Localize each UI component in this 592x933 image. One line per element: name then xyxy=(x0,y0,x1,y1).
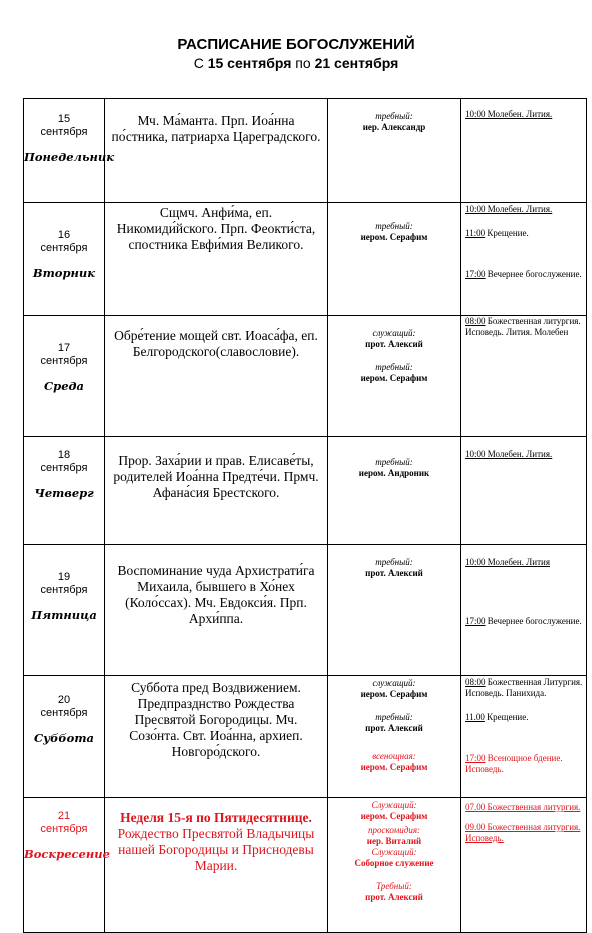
saints-cell xyxy=(105,203,328,316)
service-text: Божественная литургия. xyxy=(485,802,581,812)
clergy-name: прот. Алексий xyxy=(365,892,423,902)
clergy-role: Требный: xyxy=(376,881,412,891)
clergy-name: прот. Алексий xyxy=(365,339,423,349)
weekday-label: Пятница xyxy=(31,608,97,622)
clergy-name: иером. Андроник xyxy=(358,468,430,478)
clergy-name: иером. Серафим xyxy=(360,762,428,772)
clergy-cell xyxy=(328,676,461,798)
date-cell xyxy=(24,545,105,676)
day-number: 19 xyxy=(57,571,71,583)
saints-cell xyxy=(105,676,328,798)
service-text: Молебен. Лития xyxy=(485,557,550,567)
clergy-cell xyxy=(328,203,461,316)
service-item xyxy=(465,269,584,280)
table-row xyxy=(24,437,587,545)
service-item xyxy=(465,109,584,120)
date-cell xyxy=(24,316,105,437)
service-text: Вечернее богослужение. xyxy=(485,269,582,279)
service-time: 10:00 xyxy=(465,557,486,567)
clergy-role: требный: xyxy=(375,362,413,372)
saints-cell xyxy=(105,437,328,545)
date-cell xyxy=(24,203,105,316)
table-row xyxy=(24,99,587,203)
service-time: 10:00 xyxy=(465,109,486,119)
saints-text: Прор. Заха́рии и прав. Елисаве́ты, родителей Иоа́нна Предте́чи. Прмч. Афана́сия Брестского. xyxy=(113,453,319,500)
clergy-cell xyxy=(328,798,461,933)
service-item xyxy=(465,677,584,699)
service-time: 11.00 xyxy=(465,712,485,722)
service-item xyxy=(465,204,584,215)
clergy-name: иером. Серафим xyxy=(360,373,428,383)
clergy-cell xyxy=(328,316,461,437)
service-time: 17:00 xyxy=(465,616,486,626)
clergy-name: прот. Алексий xyxy=(365,568,423,578)
service-item xyxy=(465,616,584,627)
weekday-label: Суббота xyxy=(34,731,94,745)
weekday-label: Четверг xyxy=(34,486,94,500)
date-cell xyxy=(24,676,105,798)
services-cell xyxy=(461,437,587,545)
clergy-role: требный: xyxy=(375,111,413,121)
service-item xyxy=(465,822,584,844)
clergy-role: требный: xyxy=(375,221,413,231)
services-cell xyxy=(461,798,587,933)
service-time: 07.00 xyxy=(465,802,486,812)
date-cell xyxy=(24,437,105,545)
page-subtitle xyxy=(0,55,592,71)
service-text: Божественная литургия. Исповедь. Лития. Молебен xyxy=(465,316,581,337)
clergy-name: иером. Серафим xyxy=(360,811,428,821)
service-text: Божественная Литургия. Исповедь. Панихида. xyxy=(465,677,583,698)
clergy-name: иером. Серафим xyxy=(360,689,428,699)
clergy-role: требный: xyxy=(375,457,413,467)
service-time: 09.00 xyxy=(465,822,486,832)
table-row xyxy=(24,798,587,933)
saints-text: Мч. Ма́манта. Прп. Иоа́нна по́стника, патриарха Цареградского. xyxy=(111,113,321,144)
service-item xyxy=(465,802,584,813)
clergy-role: Служащий: xyxy=(371,800,417,810)
day-number: 21 xyxy=(57,810,71,822)
service-time: 10:00 xyxy=(465,449,486,459)
page-title: РАСПИСАНИЕ БОГОСЛУЖЕНИЙ xyxy=(177,36,415,53)
saints-cell xyxy=(105,99,328,203)
clergy-name: Соборное служение xyxy=(354,858,434,868)
subtitle-mid: по xyxy=(291,55,315,71)
saints-cell xyxy=(105,798,328,933)
subtitle-prefix: С xyxy=(193,55,208,71)
feast-title: Неделя 15-я по Пятидесятнице. xyxy=(120,810,312,825)
clergy-name: иер. Александр xyxy=(362,122,426,132)
service-text: Молебен. Лития. xyxy=(485,109,553,119)
service-item xyxy=(465,557,584,568)
service-item xyxy=(465,753,584,775)
date-cell xyxy=(24,798,110,933)
schedule-table xyxy=(23,98,587,933)
clergy-role: всенощная: xyxy=(372,751,416,761)
clergy-role: служащий: xyxy=(372,678,416,688)
month-label: сентября xyxy=(40,355,88,367)
service-text: Крещение. xyxy=(485,228,529,238)
weekday-label: Воскресение xyxy=(24,847,110,861)
saints-cell xyxy=(105,545,328,676)
month-label: сентября xyxy=(40,823,88,835)
month-label: сентября xyxy=(40,584,88,596)
service-item xyxy=(465,316,584,338)
service-item xyxy=(465,712,584,723)
clergy-role: требный: xyxy=(375,557,413,567)
service-time: 17:00 xyxy=(465,753,486,763)
saints-cell xyxy=(105,316,328,437)
clergy-cell xyxy=(328,545,461,676)
services-cell xyxy=(461,316,587,437)
table-row xyxy=(24,676,587,798)
month-label: сентября xyxy=(40,462,88,474)
service-text: Всенощное бдение. Исповедь. xyxy=(465,753,563,774)
service-time: 08:00 xyxy=(465,316,486,326)
service-item xyxy=(465,449,584,460)
clergy-role: Служащий: xyxy=(371,847,417,857)
date-cell xyxy=(24,99,115,203)
service-text: Молебен. Лития. xyxy=(485,449,553,459)
subtitle-to: 21 сентября xyxy=(314,55,399,71)
saints-text: Обре́тение мощей свт. Иоаса́фа, еп. Белгородского(славословие). xyxy=(114,328,318,359)
day-number: 18 xyxy=(57,449,71,461)
services-cell xyxy=(461,203,587,316)
weekday-label: Вторник xyxy=(32,266,96,280)
table-row xyxy=(24,316,587,437)
service-item xyxy=(465,228,584,239)
day-number: 16 xyxy=(57,229,71,241)
service-text: Молебен. Лития. xyxy=(485,204,553,214)
month-label: сентября xyxy=(40,707,88,719)
weekday-label: Среда xyxy=(44,379,84,393)
clergy-role: служащий: xyxy=(372,328,416,338)
services-cell xyxy=(461,676,587,798)
day-number: 20 xyxy=(57,694,71,706)
service-time: 10:00 xyxy=(465,204,486,214)
month-label: сентября xyxy=(40,126,88,138)
service-text: Крещение. xyxy=(484,712,529,722)
clergy-name: иер. Виталий xyxy=(366,836,422,846)
month-label: сентября xyxy=(40,242,88,254)
service-text: Вечернее богослужение. xyxy=(485,616,582,626)
clergy-role: проскомидия: xyxy=(368,825,420,835)
clergy-role: требный: xyxy=(375,712,413,722)
service-time: 17:00 xyxy=(465,269,486,279)
table-row xyxy=(24,545,587,676)
subtitle-from: 15 сентября xyxy=(207,55,292,71)
weekday-label: Понедельник xyxy=(24,150,115,164)
services-cell xyxy=(461,99,587,203)
clergy-cell xyxy=(328,437,461,545)
day-number: 15 xyxy=(57,113,71,125)
saints-text: Рождество Пресвятой Владычицы нашей Богородицы и Приснодевы Марии. xyxy=(117,826,315,873)
service-time: 11:00 xyxy=(465,228,486,238)
table-row xyxy=(24,203,587,316)
service-time: 08:00 xyxy=(465,677,486,687)
saints-text: Суббота пред Воздвижением. Предпразднство Рождества Пресвятой Богородицы. Мч. Созо́нта. Свт. Иоа́нна, архиеп. Новгоро́дского. xyxy=(129,680,303,759)
services-cell xyxy=(461,545,587,676)
clergy-name: иером. Серафим xyxy=(360,232,428,242)
clergy-name: прот. Алексий xyxy=(365,723,423,733)
service-text: Божественная литургия. Исповедь. xyxy=(465,822,581,843)
clergy-cell xyxy=(328,99,461,203)
saints-text: Воспоминание чуда Архистрати́га Михаила, бывшего в Хо́нех (Коло́ссах). Мч. Евдокси́я. Прп. Архи́ппа. xyxy=(117,563,315,626)
day-number: 17 xyxy=(57,342,71,354)
saints-text: Сщмч. Анфи́ма, еп. Никомиди́йского. Прп. Феокти́ста, спостника Евфи́мия Великого. xyxy=(116,205,316,252)
